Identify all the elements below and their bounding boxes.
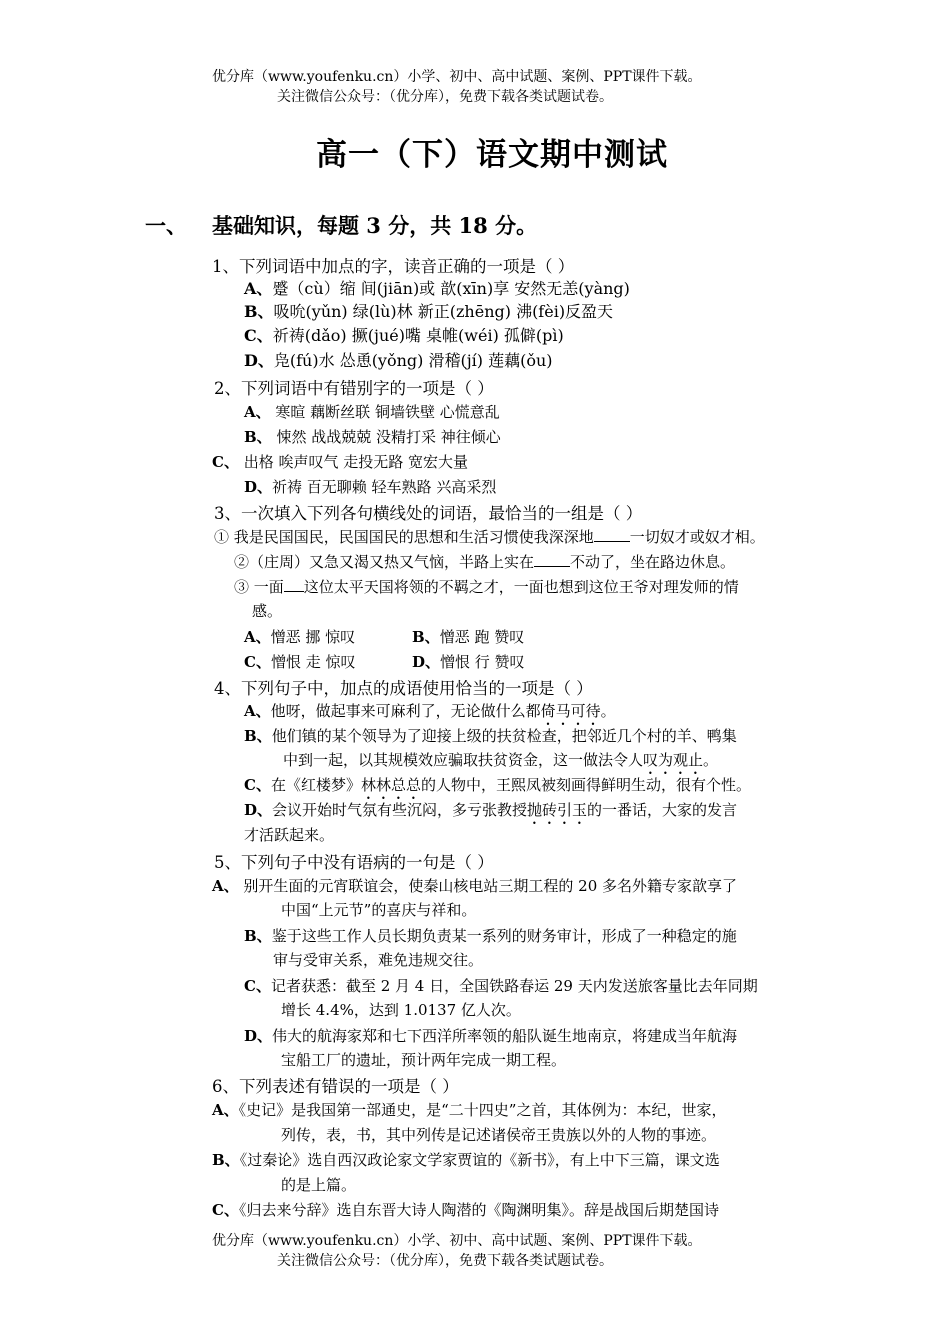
fill-blank [534,552,570,567]
q4-option-d-cont: 才活跃起来。 [244,826,335,844]
option-letter: B、 [244,727,272,745]
sentence-text: ②（庄周）又急又渴又热又气恼，半路上实在 [234,553,535,571]
option-letter: B、 [412,628,440,646]
option-letter: C、 [212,453,239,471]
option-text: 寒暄 藕断丝联 铜墙铁壁 心慌意乱 [270,403,500,421]
option-letter: C、 [244,326,273,345]
option-letter: A、 [212,1101,239,1119]
option-text: 祈祷 百无聊赖 轻车熟路 兴高采烈 [272,478,497,496]
sentence-text: 不动了，坐在路边休息。 [570,553,736,571]
q5-option-a-cont: 中国“上元节”的喜庆与祥和。 [281,901,477,919]
option-text: 《归去来兮辞》选自东晋大诗人陶潜的《陶渊明集》。辞是战国后期楚国诗 [238,1201,719,1219]
sentence-text: ③ 一面 [234,578,284,596]
option-text: 。 [600,702,616,720]
option-text: 在《红楼梦》 [270,776,361,794]
q3-option-d [412,651,525,672]
q5-option-c-cont: 增长 4.4%，达到 1.0137 亿人次。 [281,1001,521,1019]
option-text: 憎恨 行 赞叹 [440,653,525,671]
page-title: 高一（下）语文期中测试 [316,137,668,173]
q2-option-a [244,401,500,422]
q2-option-d [244,476,496,497]
option-letter: C、 [212,1201,239,1219]
option-text: 的一番话，大家的发言 [587,801,738,819]
q3-option-c [244,651,356,672]
q5-option-a [212,875,737,896]
option-text: 别开生面的元宵联谊会，使秦山核电站三期工程的 20 多名外籍专家歆享了 [238,877,738,895]
footer-line-2: 关注微信公众号：（优分库），免费下载各类试题试卷。 [277,1253,613,1269]
header-line-1: 优分库（www.youfenku.cn）小学、初中、高中试题、案例、PPT课件下载。 [212,69,702,85]
q1-option-d [244,348,553,371]
option-text: 他呀，做起事来可麻利了，无论做什么都 [270,702,541,720]
option-text: 凫(fú)水 怂恿(yǒng) 滑稽(jí) 莲藕(ǒu) [273,351,553,370]
option-text: 中到一起，以其规模效应骗取扶贫资金，这一做法令人 [283,751,644,769]
q3-option-a [244,626,355,647]
q3-sentence-3 [234,576,739,597]
q5-option-d [244,1025,737,1046]
q6-option-b [212,1149,720,1170]
option-text: 《过秦论》选自西汉政论家文学家贾谊的《新书》，有上中下三篇，课文选 [239,1151,720,1169]
option-text: 的人物中，王熙凤被刻画得鲜明生动，很有个性。 [420,776,751,794]
option-text: 记者获悉：截至 2 月 4 日，全国铁路春运 29 天内发送旅客量比去年同期 [270,977,758,995]
question-1-stem: 1、下列词语中加点的字，读音正确的一项是（ ） [212,257,575,276]
q4-option-b [244,725,737,746]
dotted-idiom: 林林总总 [360,776,421,794]
option-text: 憎恨 走 惊叹 [270,653,356,671]
option-letter: D、 [244,478,273,496]
option-text: 他们镇的某个领导为了迎接上级的扶贫检查，把邻近几个村的羊、鸭集 [271,727,737,745]
q5-option-b [244,925,737,946]
q3-sentence-1 [214,526,765,547]
q6-option-a-cont: 列传，表，书，其中列传是记述诸侯帝王贵族以外的人物的事迹。 [281,1126,717,1144]
option-text: 祈祷(dǎo) 撅(jué)嘴 桌帷(wéi) 孤僻(pì) [272,326,564,345]
option-text: 《史记》是我国第一部通史，是“二十四史”之首，其体例为：本纪，世家， [238,1101,727,1119]
fill-blank [284,577,304,592]
option-letter: B、 [244,302,274,321]
q1-option-b [244,299,613,322]
option-letter: D、 [244,801,273,819]
question-4-stem: 4、下列句子中，加点的成语使用恰当的一项是（ ） [214,679,593,698]
question-2-stem: 2、下列词语中有错别字的一项是（ ） [214,379,494,398]
q5-option-b-cont: 审与受审关系，难免违规交往。 [273,951,484,969]
option-letter: C、 [244,977,271,995]
q2-option-b [244,426,501,447]
sentence-text: 这位太平天国将领的不羁之才，一面也想到这位王爷对理发师的情 [303,578,739,596]
option-text: 出格 唉声叹气 走投无路 宽宏大量 [238,453,469,471]
option-letter: A、 [244,628,271,646]
option-text: 。 [703,751,719,769]
option-letter: A、 [244,702,271,720]
option-text: 吸吮(yǔn) 绿(lù)林 新正(zhēng) 沸(fèi)反盈天 [273,302,614,321]
option-text: 憎恶 挪 惊叹 [270,628,356,646]
option-letter: B、 [212,1151,240,1169]
option-letter: B、 [244,428,272,446]
dotted-idiom: 抛砖引玉 [527,801,588,819]
option-letter: A、 [212,877,239,895]
header-line-2: 关注微信公众号：（优分库），免费下载各类试题试卷。 [277,89,613,105]
question-6-stem: 6、下列表述有错误的一项是（ ） [212,1077,459,1096]
dotted-idiom: 叹为观止 [643,751,704,769]
q3-sentence-3-cont: 感。 [252,602,283,620]
q3-sentence-2 [234,551,735,572]
sentence-text: ① 我是民国国民，民国国民的思想和生活习惯使我深深地 [214,528,594,546]
q1-option-c [244,323,564,346]
q5-option-d-cont: 宝船工厂的遗址，预计两年完成一期工程。 [281,1051,567,1069]
option-text: 鉴于这些工作人员长期负责某一系列的财务审计，形成了一种稳定的施 [271,927,737,945]
question-5-stem: 5、下列句子中没有语病的一句是（ ） [214,853,494,872]
option-text: 悚然 战战兢兢 没精打采 神往倾心 [271,428,501,446]
option-letter: A、 [244,403,271,421]
option-text: 会议开始时气氛有些沉闷，多亏张教授 [272,801,528,819]
option-text: 伟大的航海家郑和七下西洋所率领的船队诞生地南京，将建成当年航海 [272,1027,738,1045]
q5-option-c [244,975,758,996]
option-letter: D、 [412,653,441,671]
q2-option-c [212,451,468,472]
option-letter: A、 [244,279,273,298]
section-heading: 基础知识，每题 3 分，共 18 分。 [212,213,538,238]
option-letter: B、 [244,927,272,945]
footer-line-1: 优分库（www.youfenku.cn）小学、初中、高中试题、案例、PPT课件下载。 [212,1233,702,1249]
fill-blank [594,527,630,542]
question-3-stem: 3、一次填入下列各句横线处的词语，最恰当的一组是（ ） [214,504,643,523]
option-letter: C、 [244,776,271,794]
q6-option-b-cont: 的是上篇。 [281,1176,357,1194]
option-letter: D、 [244,1027,273,1045]
q6-option-c [212,1199,719,1220]
q3-option-b [412,626,524,647]
sentence-text: 一切奴才或奴才相。 [629,528,765,546]
dotted-idiom: 倚马可待 [540,702,601,720]
option-letter: C、 [244,653,271,671]
section-number: 一、 [145,213,187,238]
option-text: 蹙（cù）缩 间(jiān)或 歆(xīn)享 安然无恙(yàng) [272,279,630,298]
option-text: 憎恶 跑 赞叹 [439,628,525,646]
q6-option-a [212,1099,726,1120]
option-letter: D、 [244,351,274,370]
q1-option-a [244,276,630,299]
